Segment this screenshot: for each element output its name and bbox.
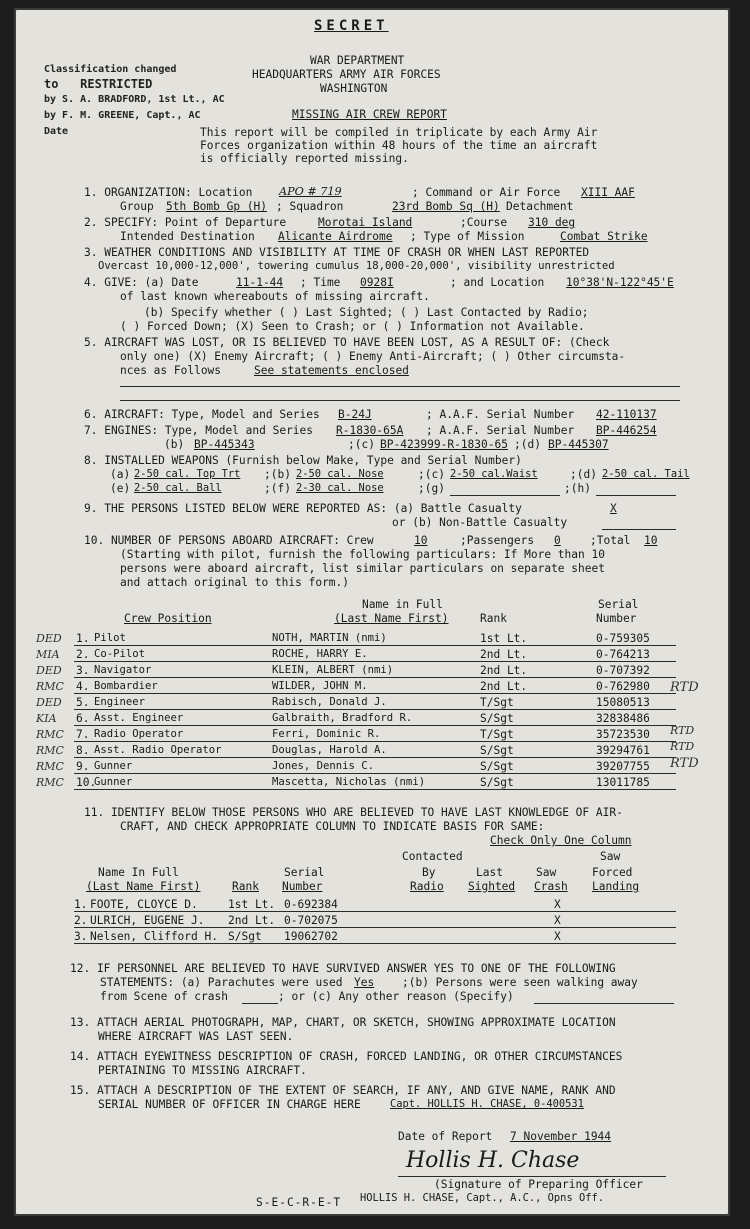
stamp-line-2: to RESTRICTED [44,77,153,91]
crew-head-number: Number [596,612,637,625]
crew-rank: S/Sgt [480,712,514,725]
crew-head-position: Crew Position [124,612,212,625]
stamp-line-5: Date [44,126,69,137]
item10-passengers-value: 0 [554,534,561,547]
item13-line-2: WHERE AIRCRAFT WAS LAST SEEN. [98,1030,294,1043]
crew-name: NOTH, MARTIN (nmi) [272,632,387,644]
dept-line: WAR DEPARTMENT [310,54,405,67]
bottom-secret-marking: S-E-C-R-E-T [256,1196,342,1209]
crew-status-mark: KIA [36,712,57,725]
witness-rank: 1st Lt. [228,898,276,911]
witness-row-number: 3. [74,930,88,943]
item4-time-label: ; Time [300,276,341,289]
signature-caption: (Signature of Preparing Officer [434,1178,643,1191]
item1-command-label: ; Command or Air Force [412,186,561,199]
crew-status-mark: RMC [36,728,64,741]
item10-passengers-label: ;Passengers [460,534,535,547]
crew-position: Asst. Engineer [94,712,184,724]
item7-b-label: (b) [164,438,185,451]
item12-line-1: 12. IF PERSONNEL ARE BELIEVED TO HAVE SURVIVED ANSWER YES TO ONE OF THE FOLLOWING [70,962,616,975]
crew-serial: 35723530 [596,728,650,741]
item8-c-label: ;(c) [418,468,445,481]
crew-head-serial: Serial [598,598,639,611]
crew-row-line [74,645,676,646]
crew-status-mark: MIA [36,648,60,661]
crew-rank: T/Sgt [480,728,514,741]
item12-line-2b: ;(b) Persons were seen walking away [402,976,638,989]
item1-squadron-label: ; Squadron [276,200,344,213]
witness-row [14,898,714,912]
date-of-report-value: 7 November 1944 [510,1130,612,1143]
item4-location-label: ; and Location [450,276,545,289]
item7-c-label: ;(c) [348,438,375,451]
witness-row [14,930,714,944]
item8-a-label: (a) [110,468,131,481]
item4-whereabouts: of last known whereabouts of missing aircraft. [120,290,430,303]
witness-row-line [74,911,676,912]
crew-row-line [74,741,676,742]
crew-row-number: 2. [76,648,90,661]
item2-mission-label: ; Type of Mission [410,230,525,243]
witness-row-line [74,943,676,944]
crew-position: Navigator [94,664,152,676]
crew-serial: 13011785 [596,776,650,789]
date-of-report-label: Date of Report [398,1130,493,1143]
crew-status-mark: DED [36,664,62,677]
item8-h-label: ;(h) [564,482,591,495]
rtd-note-2: RTD [670,724,695,737]
item6-serial-value: 42-110137 [596,408,657,421]
item5-blank-line-1 [120,386,680,387]
crew-status-mark: RMC [36,744,64,757]
item11-check: Check Only One Column [490,834,632,847]
item11-h-rank: Rank [232,880,259,893]
crew-row-number: 4. [76,680,90,693]
item8-e-value: 2-50 cal. Ball [134,482,222,494]
rtd-note-4: RTD [670,756,699,771]
crew-row [14,776,714,790]
item8-d-value: 2-50 cal. Tail [602,468,690,480]
item7-d-label: ;(d) [514,438,541,451]
crew-row-number: 7. [76,728,90,741]
crew-row-line [74,693,676,694]
item6-type-label: 6. AIRCRAFT: Type, Model and Series [84,408,320,421]
crew-rank: 2nd Lt. [480,664,528,677]
item2-course-value: 310 deg [528,216,576,229]
item4-date-label: 4. GIVE: (a) Date [84,276,199,289]
item5-line-3: nces as Follows [120,364,222,377]
item7-serial-value: BP-446254 [596,424,657,437]
item11-h-contacted: Contacted [402,850,463,863]
document-page [14,8,730,1216]
item3-weather-value: Overcast 10,000-12,000', towering cumulus 18,000-20,000', visibility unrestricted [98,260,615,272]
crew-rank: 2nd Lt. [480,648,528,661]
item1-location-value: APO # 719 [279,185,342,198]
crew-row [14,728,714,742]
witness-name: ULRICH, EUGENE J. [90,914,205,927]
crew-row [14,664,714,678]
item11-h-crash: Crash [534,880,568,893]
item12-blank-2 [534,1003,674,1004]
item2-departure-label: 2. SPECIFY: Point of Departure [84,216,287,229]
item11-h-by: By [422,866,436,879]
item2-destination-label: Intended Destination [120,230,255,243]
witness-rank: S/Sgt [228,930,262,943]
item8-label: 8. INSTALLED WEAPONS (Furnish below Make, Type and Serial Number) [84,454,522,467]
item1-detachment-label: Detachment [506,200,574,213]
item12-line-3b: ; or (c) Any other reason (Specify) [278,990,514,1003]
crew-serial: 0-764213 [596,648,650,661]
crew-serial: 15080513 [596,696,650,709]
crew-rank: 2nd Lt. [480,680,528,693]
item4-time-value: 0928I [360,276,394,289]
crew-row-number: 5. [76,696,90,709]
item12-line-3: from Scene of crash [100,990,228,1003]
item15-line-2: SERIAL NUMBER OF OFFICER IN CHARGE HERE [98,1098,361,1111]
item10-line-3: persons were aboard aircraft, list similar particulars on separate sheet [120,562,605,575]
item11-h-saw2: Saw [600,850,621,863]
item3-weather-label: 3. WEATHER CONDITIONS AND VISIBILITY AT TIME OF CRASH OR WHEN LAST REPORTED [84,246,590,259]
crew-serial: 0-762980 [596,680,650,693]
item4-specify-c: ( ) Forced Down; (X) Seen to Crash; or ( ) Information not Available. [120,320,585,333]
item7-type-value: R-1830-65A [336,424,404,437]
crew-row-number: 6. [76,712,90,725]
item9-blank-b [602,529,676,530]
crew-status-mark: DED [36,696,62,709]
crew-name: ROCHE, HARRY E. [272,648,368,660]
item11-h-radio: Radio [410,880,444,893]
crew-head-rank: Rank [480,612,507,625]
crew-row-line [74,757,676,758]
item10-line-4: and attach original to this form.) [120,576,350,589]
item5-line-2: only one) (X) Enemy Aircraft; ( ) Enemy Anti-Aircraft; ( ) Other circumsta- [120,350,626,363]
crew-name: Galbraith, Bradford R. [272,712,413,724]
crew-rank: S/Sgt [480,760,514,773]
instruction-2: Forces organization within 48 hours of the time an aircraft [200,139,598,152]
witness-name: Nelsen, Clifford H. [90,930,218,943]
item6-serial-label: ; A.A.F. Serial Number [426,408,575,421]
item11-h-saw1: Saw [536,866,557,879]
item11-h-landing: Landing [592,880,640,893]
crew-row-number: 3. [76,664,90,677]
crew-status-mark: RMC [36,760,64,773]
crew-row [14,712,714,726]
crew-serial: 0-707392 [596,664,650,677]
item2-departure-value: Morotai Island [318,216,413,229]
crew-position: Radio Operator [94,728,184,740]
stamp-line-1: Classification changed [44,64,177,75]
report-title: MISSING AIR CREW REPORT [292,108,447,121]
item11-h-sighted: Sighted [468,880,516,893]
crew-row-line [74,725,676,726]
item5-line-1: 5. AIRCRAFT WAS LOST, OR IS BELIEVED TO HAVE BEEN LOST, AS A RESULT OF: (Check [84,336,610,349]
item11-h-name2: (Last Name First) [86,880,201,893]
item1-group-value: 5th Bomb Gp (H) [166,200,268,213]
crew-position: Engineer [94,696,146,708]
item7-b-value: BP-445343 [194,438,255,451]
crew-row [14,632,714,646]
item6-type-value: B-24J [338,408,372,421]
hq-line: HEADQUARTERS ARMY AIR FORCES [252,68,441,81]
item12-blank-1 [242,1003,278,1004]
crew-name: WILDER, JOHN M. [272,680,368,692]
crew-position: Co-Pilot [94,648,146,660]
witness-serial: 0-702075 [284,914,338,927]
crew-name: Ferri, Dominic R. [272,728,381,740]
item7-type-label: 7. ENGINES: Type, Model and Series [84,424,314,437]
crew-rank: S/Sgt [480,776,514,789]
item8-g-blank [450,495,560,496]
signature-name: HOLLIS H. CHASE, Capt., A.C., Opns Off. [360,1192,604,1204]
item7-serial-label: ; A.A.F. Serial Number [426,424,575,437]
item5-line-3-value: See statements enclosed [254,364,409,377]
item1-command-value: XIII AAF [581,186,635,199]
witness-row [14,914,714,928]
crew-head-name: Name in Full [362,598,443,611]
item2-course-label: ;Course [460,216,508,229]
crew-row-line [74,789,676,790]
crew-position: Asst. Radio Operator [94,744,222,756]
item11-line-2: CRAFT, AND CHECK APPROPRIATE COLUMN TO INDICATE BASIS FOR SAME: [120,820,545,833]
item14-line-1: 14. ATTACH EYEWITNESS DESCRIPTION OF CRASH, FORCED LANDING, OR OTHER CIRCUMSTANCES [70,1050,623,1063]
crew-name: Jones, Dennis C. [272,760,375,772]
crew-serial: 39207755 [596,760,650,773]
crew-row-line [74,709,676,710]
item10-crew-value: 10 [414,534,428,547]
item7-c-value: BP-423999-R-1830-65 [380,438,508,451]
officer-signature: Hollis H. Chase [406,1148,580,1173]
crew-row-line [74,677,676,678]
crew-position: Gunner [94,776,133,788]
crew-position: Bombardier [94,680,158,692]
rtd-note-1: RTD [670,680,699,695]
crew-name: KLEIN, ALBERT (nmi) [272,664,394,676]
item7-d-value: BP-445307 [548,438,609,451]
item11-h-serial1: Serial [284,866,325,879]
crew-status-mark: DED [36,632,62,645]
instruction-1: This report will be compiled in triplicate by each Army Air [200,126,598,139]
crew-row [14,744,714,758]
crew-rank: 1st Lt. [480,632,528,645]
crew-status-mark: RMC [36,776,64,789]
item8-b-value: 2-50 cal. Nose [296,468,384,480]
signature-line [398,1176,666,1177]
item14-line-2: PERTAINING TO MISSING AIRCRAFT. [98,1064,307,1077]
item10-line-2: (Starting with pilot, furnish the following particulars: If More than 10 [120,548,605,561]
item8-e-label: (e) [110,482,131,495]
item8-a-value: 2-50 cal. Top Trt [134,468,241,480]
witness-row-number: 2. [74,914,88,927]
crew-status-mark: RMC [36,680,64,693]
crew-row-line [74,661,676,662]
city-line: WASHINGTON [320,82,388,95]
item5-blank-line-2 [120,400,680,401]
item15-line-2-value: Capt. HOLLIS H. CHASE, 0-400531 [390,1098,584,1110]
rtd-note-3: RTD [670,740,695,753]
item8-h-blank [596,495,676,496]
item15-line-1: 15. ATTACH A DESCRIPTION OF THE EXTENT OF SEARCH, IF ANY, AND GIVE NAME, RANK AND [70,1084,616,1097]
witness-rank: 2nd Lt. [228,914,276,927]
crew-rank: T/Sgt [480,696,514,709]
item9-label-b: or (b) Non-Battle Casualty [392,516,568,529]
item10-total-label: ;Total [590,534,631,547]
crew-row-number: 10. [76,776,97,789]
crew-position: Gunner [94,760,133,772]
crew-head-name2: (Last Name First) [334,612,449,625]
item4-location-value: 10°38'N-122°45'E [566,276,674,289]
crew-serial: 0-759305 [596,632,650,645]
crew-row [14,760,714,774]
item8-d-label: ;(d) [570,468,597,481]
crew-serial: 32838486 [596,712,650,725]
witness-saw-crash-mark: X [554,930,561,943]
crew-row [14,680,714,694]
crew-serial: 39294761 [596,744,650,757]
crew-row-number: 1. [76,632,90,645]
instruction-3: is officially reported missing. [200,152,409,165]
crew-row [14,696,714,710]
stamp-line-4: by F. M. GREENE, Capt., AC [44,110,201,121]
item11-h-name1: Name In Full [98,866,179,879]
item10-crew-label: 10. NUMBER OF PERSONS ABOARD AIRCRAFT: Crew [84,534,374,547]
item11-line-1: 11. IDENTIFY BELOW THOSE PERSONS WHO ARE BELIEVED TO HAVE LAST KNOWLEDGE OF AIR- [84,806,623,819]
crew-row [14,648,714,662]
witness-row-line [74,927,676,928]
item4-date-value: 11-1-44 [236,276,284,289]
item4-specify-b: (b) Specify whether ( ) Last Sighted; ( ) Last Contacted by Radio; [144,306,589,319]
item11-h-forced: Forced [592,866,633,879]
item8-c-value: 2-50 cal.Waist [450,468,538,480]
item8-g-label: ;(g) [418,482,445,495]
item9-label-a: 9. THE PERSONS LISTED BELOW WERE REPORTED AS: (a) Battle Casualty [84,502,522,515]
crew-name: Douglas, Harold A. [272,744,387,756]
item12-line-2a: STATEMENTS: (a) Parachutes were used [100,976,343,989]
crew-name: Mascetta, Nicholas (nmi) [272,776,426,788]
witness-serial: 0-692384 [284,898,338,911]
witness-saw-crash-mark: X [554,898,561,911]
item2-destination-value: Alicante Airdrome [278,230,393,243]
item12-line-2a-value: Yes [354,976,375,989]
item8-b-label: ;(b) [264,468,291,481]
crew-position: Pilot [94,632,126,644]
witness-serial: 19062702 [284,930,338,943]
witness-row-number: 1. [74,898,88,911]
crew-row-number: 9. [76,760,90,773]
item10-total-value: 10 [644,534,658,547]
crew-name: Rabisch, Donald J. [272,696,387,708]
witness-name: FOOTE, CLOYCE D. [90,898,198,911]
item8-f-label: ;(f) [264,482,291,495]
item13-line-1: 13. ATTACH AERIAL PHOTOGRAPH, MAP, CHART, OR SKETCH, SHOWING APPROXIMATE LOCATION [70,1016,616,1029]
stamp-line-3: by S. A. BRADFORD, 1st Lt., AC [44,94,225,105]
witness-saw-crash-mark: X [554,914,561,927]
item1-location-label: 1. ORGANIZATION: Location [84,186,253,199]
item8-f-value: 2-30 cal. Nose [296,482,384,494]
crew-rank: S/Sgt [480,744,514,757]
item1-group-label: Group [120,200,154,213]
item11-h-last: Last [476,866,503,879]
item11-h-number: Number [282,880,323,893]
item9-value-a: X [610,502,617,515]
crew-row-line [74,773,676,774]
item1-squadron-value: 23rd Bomb Sq (H) [392,200,500,213]
item2-mission-value: Combat Strike [560,230,648,243]
crew-row-number: 8. [76,744,90,757]
secret-marking: SECRET [314,18,389,34]
